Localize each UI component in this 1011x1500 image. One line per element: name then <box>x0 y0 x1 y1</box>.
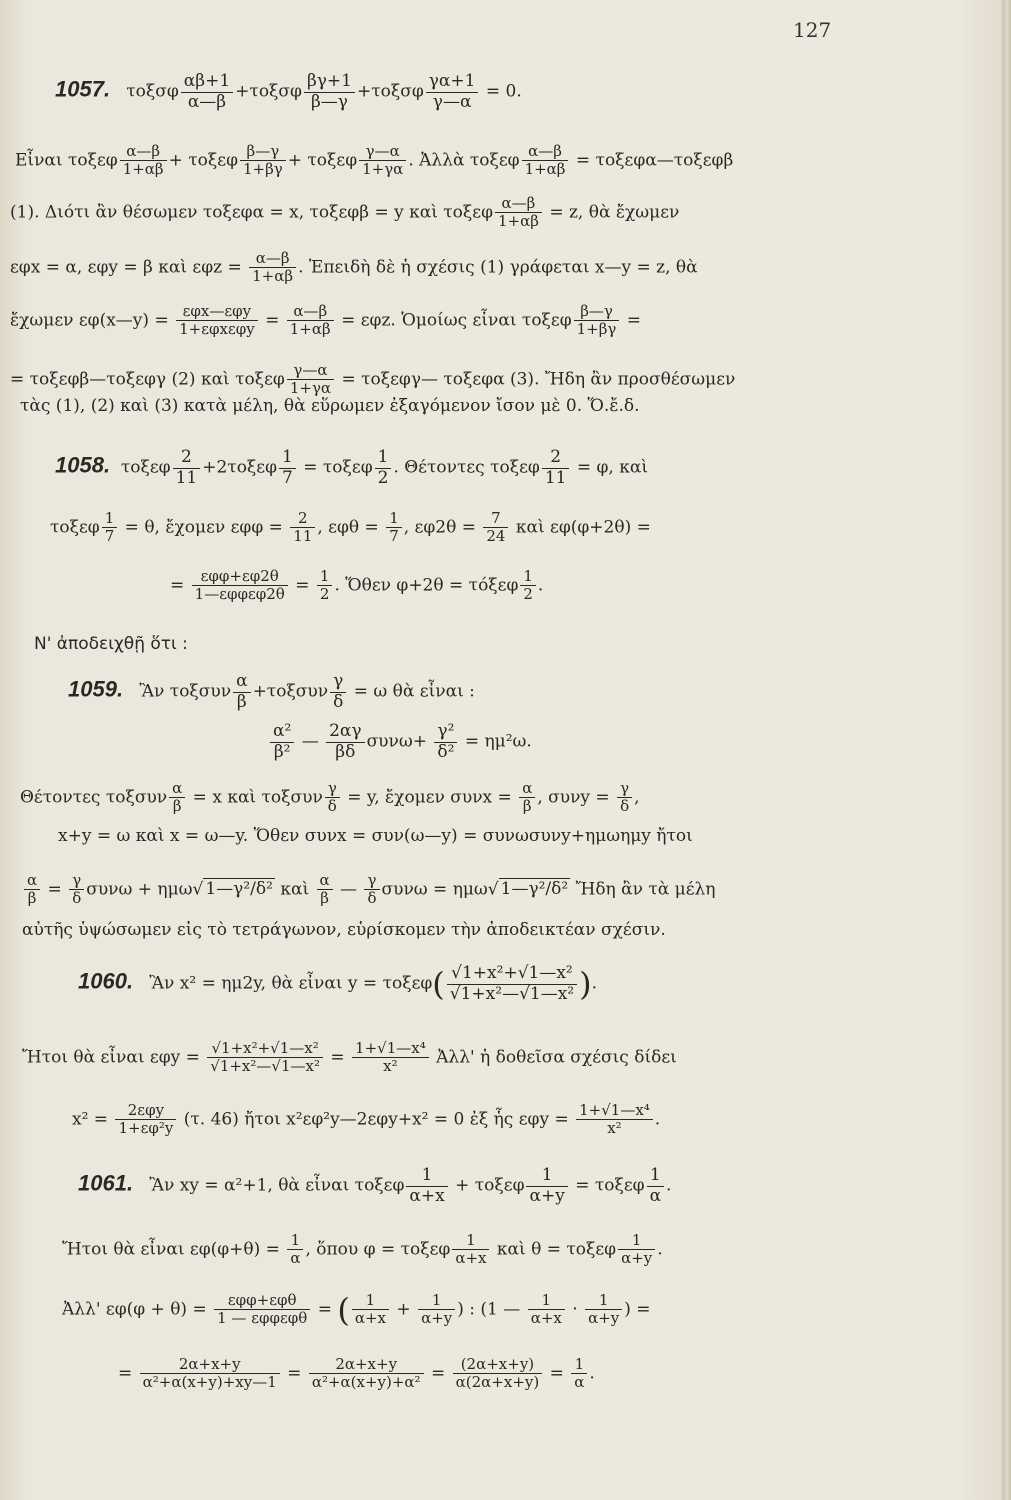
page-number: 127 <box>793 18 832 42</box>
problem-1059-statement: 1059. Ἂν τοξσυν $\frac{\alpha}{\beta}$ +τοξσυν $\frac{\gamma}{\delta}$ = ω θὰ εἶναι : <box>68 671 475 712</box>
fraction: 2εφy 1+εφ²y <box>115 1102 176 1138</box>
solution-line: Ἤτοι θὰ εἶναι εφ(φ+θ) = $\frac{1}{\alpha}$ , ὅπου φ = τοξεφ $\frac{1}{\alpha+x}$ καὶ θ = τοξεφ $\frac{1}{\alpha+y}$ . <box>62 1231 663 1268</box>
fraction: $\frac{1}{\alpha}$ <box>571 1356 587 1392</box>
fraction: $\frac{1}{7}$ <box>102 510 118 546</box>
fraction: $\frac{1}{\alpha+x}$ <box>452 1232 489 1268</box>
display-equation: $\frac{\text{α²}}{\text{β²}}$ — $\frac{2\alpha\gamma}{\beta\delta}$ συνω+ $\frac{\text{γ²}}{\text{δ²}}$ = ημ²ω. <box>268 722 532 762</box>
solution-line: $\frac{\alpha}{\beta}$ = $\frac{\gamma}{\delta}$ συνω + ημω√ 1—γ²/δ² καὶ $\frac{\alpha}{\beta}$ — $\frac{\gamma}{\delta}$ συνω = ημω√ 1—γ²/δ² Ἤδη ἂν τὰ μέλη <box>22 872 715 908</box>
fraction: $\frac{\alpha—\beta}{1+\alpha\beta}$ <box>287 303 334 339</box>
solution-line: Θέτοντες τοξσυν $\frac{\alpha}{\beta}$ = x καὶ τοξσυν $\frac{\gamma}{\delta}$ = y, ἔχομεν συνx = $\frac{\alpha}{\beta}$ , συνy = $\frac{\gamma}{\delta}$ , <box>20 779 640 816</box>
fraction: εφφ+εφθ 1 — εφφεφθ <box>214 1292 310 1328</box>
solution-line: x² = 2εφy 1+εφ²y (τ. 46) ἤτοι x²εφ²y—2εφy+x² = 0 ἐξ ἧς εφy = $\frac{\text{1+√1—x⁴}}{\text{x²}}$ . <box>72 1101 661 1138</box>
solution-line: Ἀλλ' εφ(φ + θ) = εφφ+εφθ 1 — εφφεφθ = ( $\frac{1}{\alpha+x}$ + $\frac{1}{\alpha+y}$ ) : (1 — $\frac{1}{\alpha+x}$ · $\frac{1}{\alpha+y}$ ) = <box>62 1290 651 1329</box>
fraction: $\frac{1}{\alpha+y}$ <box>618 1232 655 1268</box>
fraction: $\frac{\alpha}{\beta}$ <box>169 780 185 816</box>
fraction: $\frac{1}{7}$ <box>279 448 296 488</box>
solution-line: (1). Διότι ἂν θέσωμεν τοξεφα = x, τοξεφβ = y καὶ τοξεφ $\frac{\alpha—\beta}{1+\alpha\beta}$ = z, θὰ ἔχωμεν <box>10 194 680 231</box>
fraction: $\frac{\beta\gamma+1}{\beta—\gamma}$ <box>304 72 355 112</box>
fraction: εφφ+εφ2θ 1—εφφεφ2θ <box>192 568 288 604</box>
fraction: $\frac{\alpha\beta+1}{\alpha—\beta}$ <box>181 72 233 112</box>
fraction: $\frac{1}{\alpha+x}$ <box>528 1292 565 1328</box>
fraction: $\frac{\gamma}{\delta}$ <box>325 780 340 816</box>
fraction: $\frac{1}{2}$ <box>375 448 392 488</box>
fraction: $\frac{1}{\alpha+x}$ <box>406 1166 447 1206</box>
radicand: 1—γ²/δ² <box>500 879 569 900</box>
fraction: $\frac{2\alpha\gamma}{\beta\delta}$ <box>326 722 364 762</box>
solution-line: Εἶναι τοξεφ $\frac{\alpha—\beta}{1+\alpha\beta}$ + τοξεφ $\frac{\beta—\gamma}{1+\beta\gamma}$ + τοξεφ $\frac{\gamma—\alpha}{1+\gamma\alpha}$ . Ἀλλὰ τοξεφ $\frac{\alpha—\beta}{1+\alpha\beta}$ = τοξεφα—τοξεφβ <box>15 142 734 179</box>
fraction: $\frac{\text{√1+x²+√1—x²}}{\text{√1+x²—√1—x²}}$ <box>207 1040 323 1076</box>
fraction: $\frac{\text{α²}}{\text{β²}}$ <box>270 722 294 762</box>
problem-1058-statement: 1058. τοξεφ $\frac{2}{11}$ +2τοξεφ $\frac{1}{7}$ = τοξεφ $\frac{1}{2}$ . Θέτοντες τοξεφ $\frac{2}{11}$ = φ, καὶ <box>55 447 649 488</box>
section-heading: Ν' ἀποδειχθῇ ὅτι : <box>34 634 188 654</box>
fraction: $\frac{\alpha}{\beta}$ <box>24 872 40 908</box>
fraction: $\frac{1}{\alpha+y}$ <box>526 1166 567 1206</box>
solution-line: αὐτῆς ὑψώσωμεν εἰς τὸ τετράγωνον, εὑρίσκομεν τὴν ἀποδεικτέαν σχέσιν. <box>22 920 666 940</box>
fraction: $\frac{1}{\alpha}$ <box>287 1232 303 1268</box>
problem-number: 1059. <box>68 676 124 702</box>
problem-number: 1058. <box>55 452 111 478</box>
fraction: $\frac{(2\alpha+x+y)}{\alpha(2\alpha+x+y)}$ <box>453 1356 543 1392</box>
fraction: $\frac{1}{2}$ <box>520 568 536 604</box>
fraction: $\frac{1}{\alpha+y}$ <box>418 1292 455 1328</box>
fraction: εφx—εφy 1+εφxεφy <box>176 303 258 339</box>
fraction: $\frac{\text{1+√1—x⁴}}{\text{x²}}$ <box>576 1102 653 1138</box>
fraction: $\frac{1}{\alpha}$ <box>647 1166 664 1206</box>
fraction: $\frac{\beta—\gamma}{1+\beta\gamma}$ <box>240 143 286 179</box>
fraction: $\frac{\gamma—\alpha}{1+\gamma\alpha}$ <box>359 143 406 179</box>
fraction: $\frac{\text{1+√1—x⁴}}{\text{x²}}$ <box>352 1040 429 1076</box>
radicand: 1—γ²/δ² <box>205 879 273 900</box>
fraction: $\frac{2\alpha+x+y}{\text{α²+α(x+y)+xy—1}}$ <box>140 1356 280 1392</box>
fraction: $\frac{\text{√1+x²+√1—x²}}{\text{√1+x²—√1—x²}}$ <box>447 964 577 1004</box>
fraction: $\frac{\gamma}{\delta}$ <box>364 872 379 908</box>
fraction: $\frac{\text{γ²}}{\text{δ²}}$ <box>434 722 457 762</box>
fraction: $\frac{1}{2}$ <box>317 568 333 604</box>
solution-line: εφx = α, εφy = β καὶ εφz = $\frac{\alpha—\beta}{1+\alpha\beta}$ . Ἐπειδὴ δὲ ἡ σχέσις (1) γράφεται x—y = z, θὰ <box>10 249 698 286</box>
problem-1060-statement: 1060. Ἂν x² = ημ2y, θὰ εἶναι y = τοξεφ( $\frac{\text{√1+x²+√1—x²}}{\text{√1+x²—√1—x²}}$ ). <box>78 963 598 1004</box>
fraction: $\frac{\alpha}{\beta}$ <box>233 672 250 712</box>
problem-1057-statement: 1057. τοξσφ $\frac{\alpha\beta+1}{\alpha—\beta}$ +τοξσφ $\frac{\beta\gamma+1}{\beta—\gamma}$ +τοξσφ $\frac{\gamma\alpha+1}{\gamma—\alpha}$ = 0. <box>55 71 522 112</box>
fraction: $\frac{\gamma}{\delta}$ <box>69 872 84 908</box>
solution-line: Ἤτοι θὰ εἶναι εφy = $\frac{\text{√1+x²+√1—x²}}{\text{√1+x²—√1—x²}}$ = $\frac{\text{1+√1—x⁴}}{\text{x²}}$ Ἀλλ' ἡ δοθεῖσα σχέσις δίδει <box>22 1039 677 1076</box>
fraction: $\frac{\gamma—\alpha}{1+\gamma\alpha}$ <box>287 362 334 398</box>
fraction: $\frac{\alpha—\beta}{1+\alpha\beta}$ <box>522 143 569 179</box>
problem-number: 1057. <box>55 76 111 102</box>
solution-line: x+y = ω καὶ x = ω—y. Ὅθεν συνx = συν(ω—y) = συνωσυνy+ημωημy ἤτοι <box>58 826 693 846</box>
fraction: $\frac{1}{7}$ <box>386 510 402 546</box>
fraction: $\frac{\alpha—\beta}{1+\alpha\beta}$ <box>495 195 542 231</box>
fraction: $\frac{\alpha}{\beta}$ <box>519 780 535 816</box>
fraction: $\frac{2}{11}$ <box>173 448 201 488</box>
fraction: $\frac{\gamma}{\delta}$ <box>330 672 346 712</box>
fraction: $\frac{1}{\alpha+x}$ <box>352 1292 389 1328</box>
fraction: $\frac{1}{\alpha+y}$ <box>585 1292 622 1328</box>
fraction: $\frac{\gamma\alpha+1}{\gamma—\alpha}$ <box>426 72 479 112</box>
problem-number: 1061. <box>78 1170 134 1196</box>
page-edge <box>1002 0 1011 1500</box>
solution-line: = τοξεφβ—τοξεφγ (2) καὶ τοξεφ $\frac{\gamma—\alpha}{1+\gamma\alpha}$ = τοξεφγ— τοξεφα (3). Ἤδη ἂν προσθέσωμεν <box>10 361 736 398</box>
fraction: $\frac{2}{11}$ <box>290 510 315 546</box>
fraction: $\frac{7}{24}$ <box>483 510 508 546</box>
fraction: $\frac{\alpha—\beta}{1+\alpha\beta}$ <box>120 143 167 179</box>
fraction: $\frac{\alpha}{\beta}$ <box>317 872 333 908</box>
fraction: $\frac{2\alpha+x+y}{\text{α²+α(x+y)+α²}}$ <box>309 1356 424 1392</box>
fraction: $\frac{\alpha—\beta}{1+\alpha\beta}$ <box>249 250 296 286</box>
problem-1061-statement: 1061. Ἂν xy = α²+1, θὰ εἶναι τοξεφ $\frac{1}{\alpha+x}$ + τοξεφ $\frac{1}{\alpha+y}$ = τοξεφ $\frac{1}{\alpha}$ . <box>78 1165 672 1206</box>
fraction: $\frac{2}{11}$ <box>542 448 570 488</box>
fraction: $\frac{\gamma}{\delta}$ <box>617 780 632 816</box>
fraction: $\frac{\beta—\gamma}{1+\beta\gamma}$ <box>574 303 620 339</box>
solution-line: τοξεφ $\frac{1}{7}$ = θ, ἔχομεν εφφ = $\frac{2}{11}$ , εφθ = $\frac{1}{7}$ , εφ2θ = $\frac{7}{24}$ καὶ εφ(φ+2θ) = <box>50 509 651 546</box>
solution-line: τὰς (1), (2) καὶ (3) κατὰ μέλη, θὰ εὕρωμεν ἐξαγόμενον ἴσον μὲ 0. Ὅ.ἔ.δ. <box>20 396 640 416</box>
problem-number: 1060. <box>78 968 134 994</box>
solution-line: = εφφ+εφ2θ 1—εφφεφ2θ = $\frac{1}{2}$ . Ὅθεν φ+2θ = τόξεφ $\frac{1}{2}$ . <box>170 567 544 604</box>
solution-line: ἔχωμεν εφ(x—y) = εφx—εφy 1+εφxεφy = $\frac{\alpha—\beta}{1+\alpha\beta}$ = εφz. Ὁμοίως εἶναι τοξεφ $\frac{\beta—\gamma}{1+\beta\gamma}$ = <box>10 302 642 339</box>
solution-line: = $\frac{2\alpha+x+y}{\text{α²+α(x+y)+xy—1}}$ = $\frac{2\alpha+x+y}{\text{α²+α(x+y)+α²}}$ = $\frac{(2\alpha+x+y)}{\alpha(2\alpha+x+y)}$ = $\frac{1}{\alpha}$ . <box>118 1355 595 1392</box>
